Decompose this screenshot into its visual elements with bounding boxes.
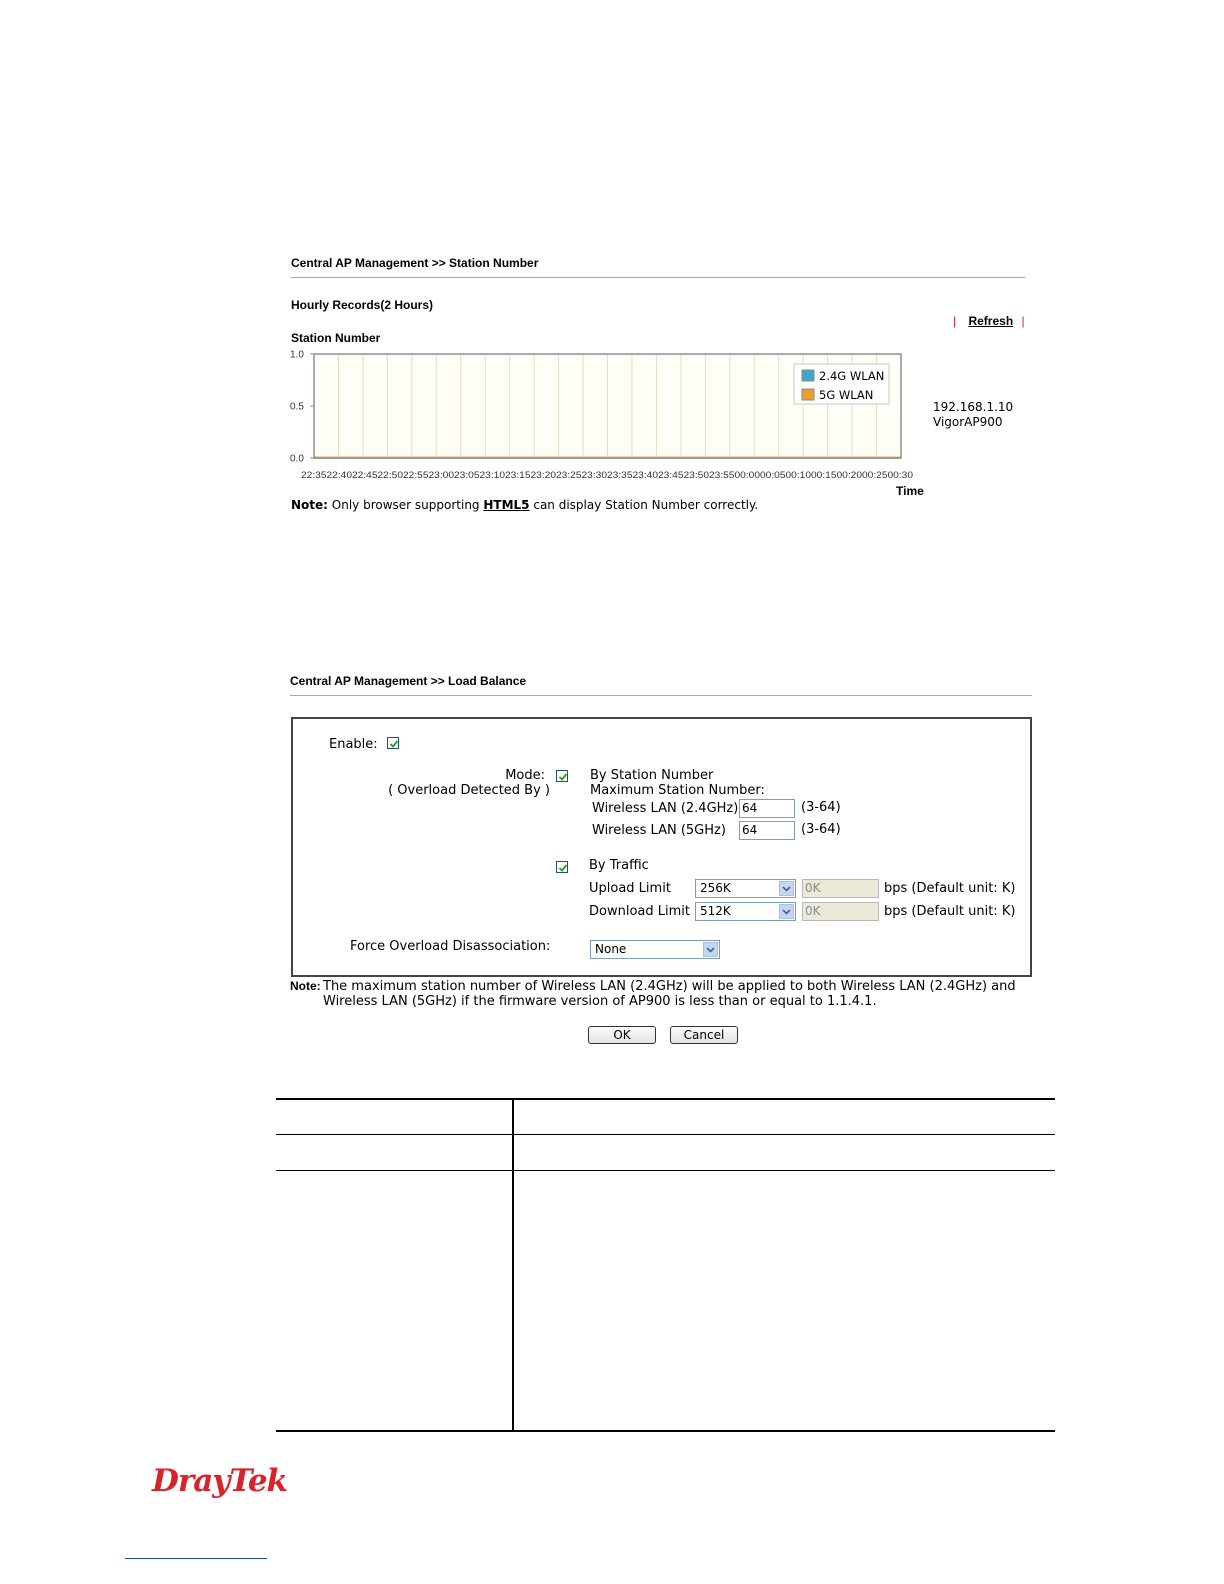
ap-ip: 192.168.1.10 — [933, 400, 1014, 414]
legend-label-5g: 5G WLAN — [819, 388, 874, 402]
chevron-down-icon — [703, 942, 718, 957]
upload-limit-select[interactable]: 256K — [695, 879, 796, 898]
traffic-checkbox[interactable] — [556, 861, 568, 873]
overload-label: ( Overload Detected By ) — [388, 783, 550, 798]
load-note-prefix: Note: — [290, 979, 321, 993]
station-page-title: Central AP Management >> Station Number — [291, 256, 539, 270]
load-balance-panel — [291, 717, 1032, 977]
wlan24-label: Wireless LAN (2.4GHz) — [592, 801, 739, 816]
html5-link[interactable]: HTML5 — [483, 498, 530, 512]
x-tick-labels: 22:3522:4022:4522:5022:5523:0023:0523:1023:1523:2023:2523:3023:3523:4023:4523:5023:5500:0000:0500:1000:1500:2000:2500:30 — [301, 470, 914, 481]
separator: | — [1021, 314, 1025, 328]
table-rule — [276, 1134, 1055, 1135]
table-rule — [276, 1170, 1055, 1171]
station-number-checkbox[interactable] — [556, 770, 568, 782]
separator: | — [953, 314, 957, 328]
refresh-links — [953, 314, 1025, 328]
load-note-line2: Wireless LAN (5GHz) if the firmware version of AP900 is less than or equal to 1.1.4.1. — [323, 994, 877, 1009]
divider — [291, 277, 1025, 278]
hourly-records-label: Hourly Records(2 Hours) — [291, 298, 434, 312]
table-rule — [276, 1430, 1055, 1432]
chevron-down-icon — [779, 904, 794, 919]
refresh-link[interactable]: Refresh — [968, 314, 1014, 328]
table-rule — [276, 1098, 1055, 1100]
legend-label-24g: 2.4G WLAN — [819, 369, 885, 383]
mode-label: Mode: — [505, 768, 545, 783]
table-column-divider — [512, 1098, 514, 1432]
force-disassociation-label: Force Overload Disassociation: — [350, 939, 551, 954]
wlan24-max-input[interactable]: 64 — [739, 799, 795, 818]
station-chart — [285, 346, 925, 498]
wlan5-range: (3-64) — [801, 822, 841, 837]
enable-label: Enable: — [329, 737, 378, 752]
cancel-button[interactable]: Cancel — [670, 1026, 738, 1044]
footer-rule — [125, 1558, 267, 1559]
by-station-label: By Station Number — [590, 768, 714, 783]
y-tick-label: 1.0 — [290, 349, 304, 361]
download-limit-select[interactable]: 512K — [695, 902, 796, 921]
by-traffic-label: By Traffic — [589, 858, 649, 873]
load-balance-title: Central AP Management >> Load Balance — [290, 674, 527, 688]
max-station-label: Maximum Station Number: — [590, 783, 765, 798]
time-axis-label: Time — [896, 484, 924, 498]
y-tick-label: 0.5 — [290, 401, 304, 413]
download-unit: bps (Default unit: K) — [884, 904, 1016, 919]
upload-unit: bps (Default unit: K) — [884, 881, 1016, 896]
ok-button[interactable]: OK — [588, 1026, 656, 1044]
ap-name: VigorAP900 — [933, 415, 1003, 429]
upload-value-input[interactable]: 0K — [802, 879, 879, 898]
chart-legend — [794, 364, 889, 404]
wlan5-label: Wireless LAN (5GHz) — [592, 823, 726, 838]
chart-label: Station Number — [291, 331, 381, 345]
wlan24-range: (3-64) — [801, 800, 841, 815]
y-tick-label: 0.0 — [290, 453, 304, 465]
wlan5-max-input[interactable]: 64 — [739, 821, 795, 840]
download-label: Download Limit — [589, 904, 690, 919]
enable-checkbox[interactable] — [387, 737, 399, 749]
upload-label: Upload Limit — [589, 881, 671, 896]
divider — [290, 695, 1032, 696]
html5-note: Note: Only browser supporting HTML5 can display Station Number correctly. — [291, 498, 759, 512]
legend-swatch-24g — [802, 370, 814, 381]
load-note-line1: The maximum station number of Wireless LAN (2.4GHz) will be applied to both Wireless LAN (2.4GHz) and — [323, 979, 1016, 994]
legend-swatch-5g — [802, 389, 814, 400]
force-disassociation-select[interactable]: None — [590, 940, 720, 959]
chevron-down-icon — [779, 881, 794, 896]
draytek-logo: DrayTek — [152, 1463, 288, 1499]
download-value-input[interactable]: 0K — [802, 902, 879, 921]
